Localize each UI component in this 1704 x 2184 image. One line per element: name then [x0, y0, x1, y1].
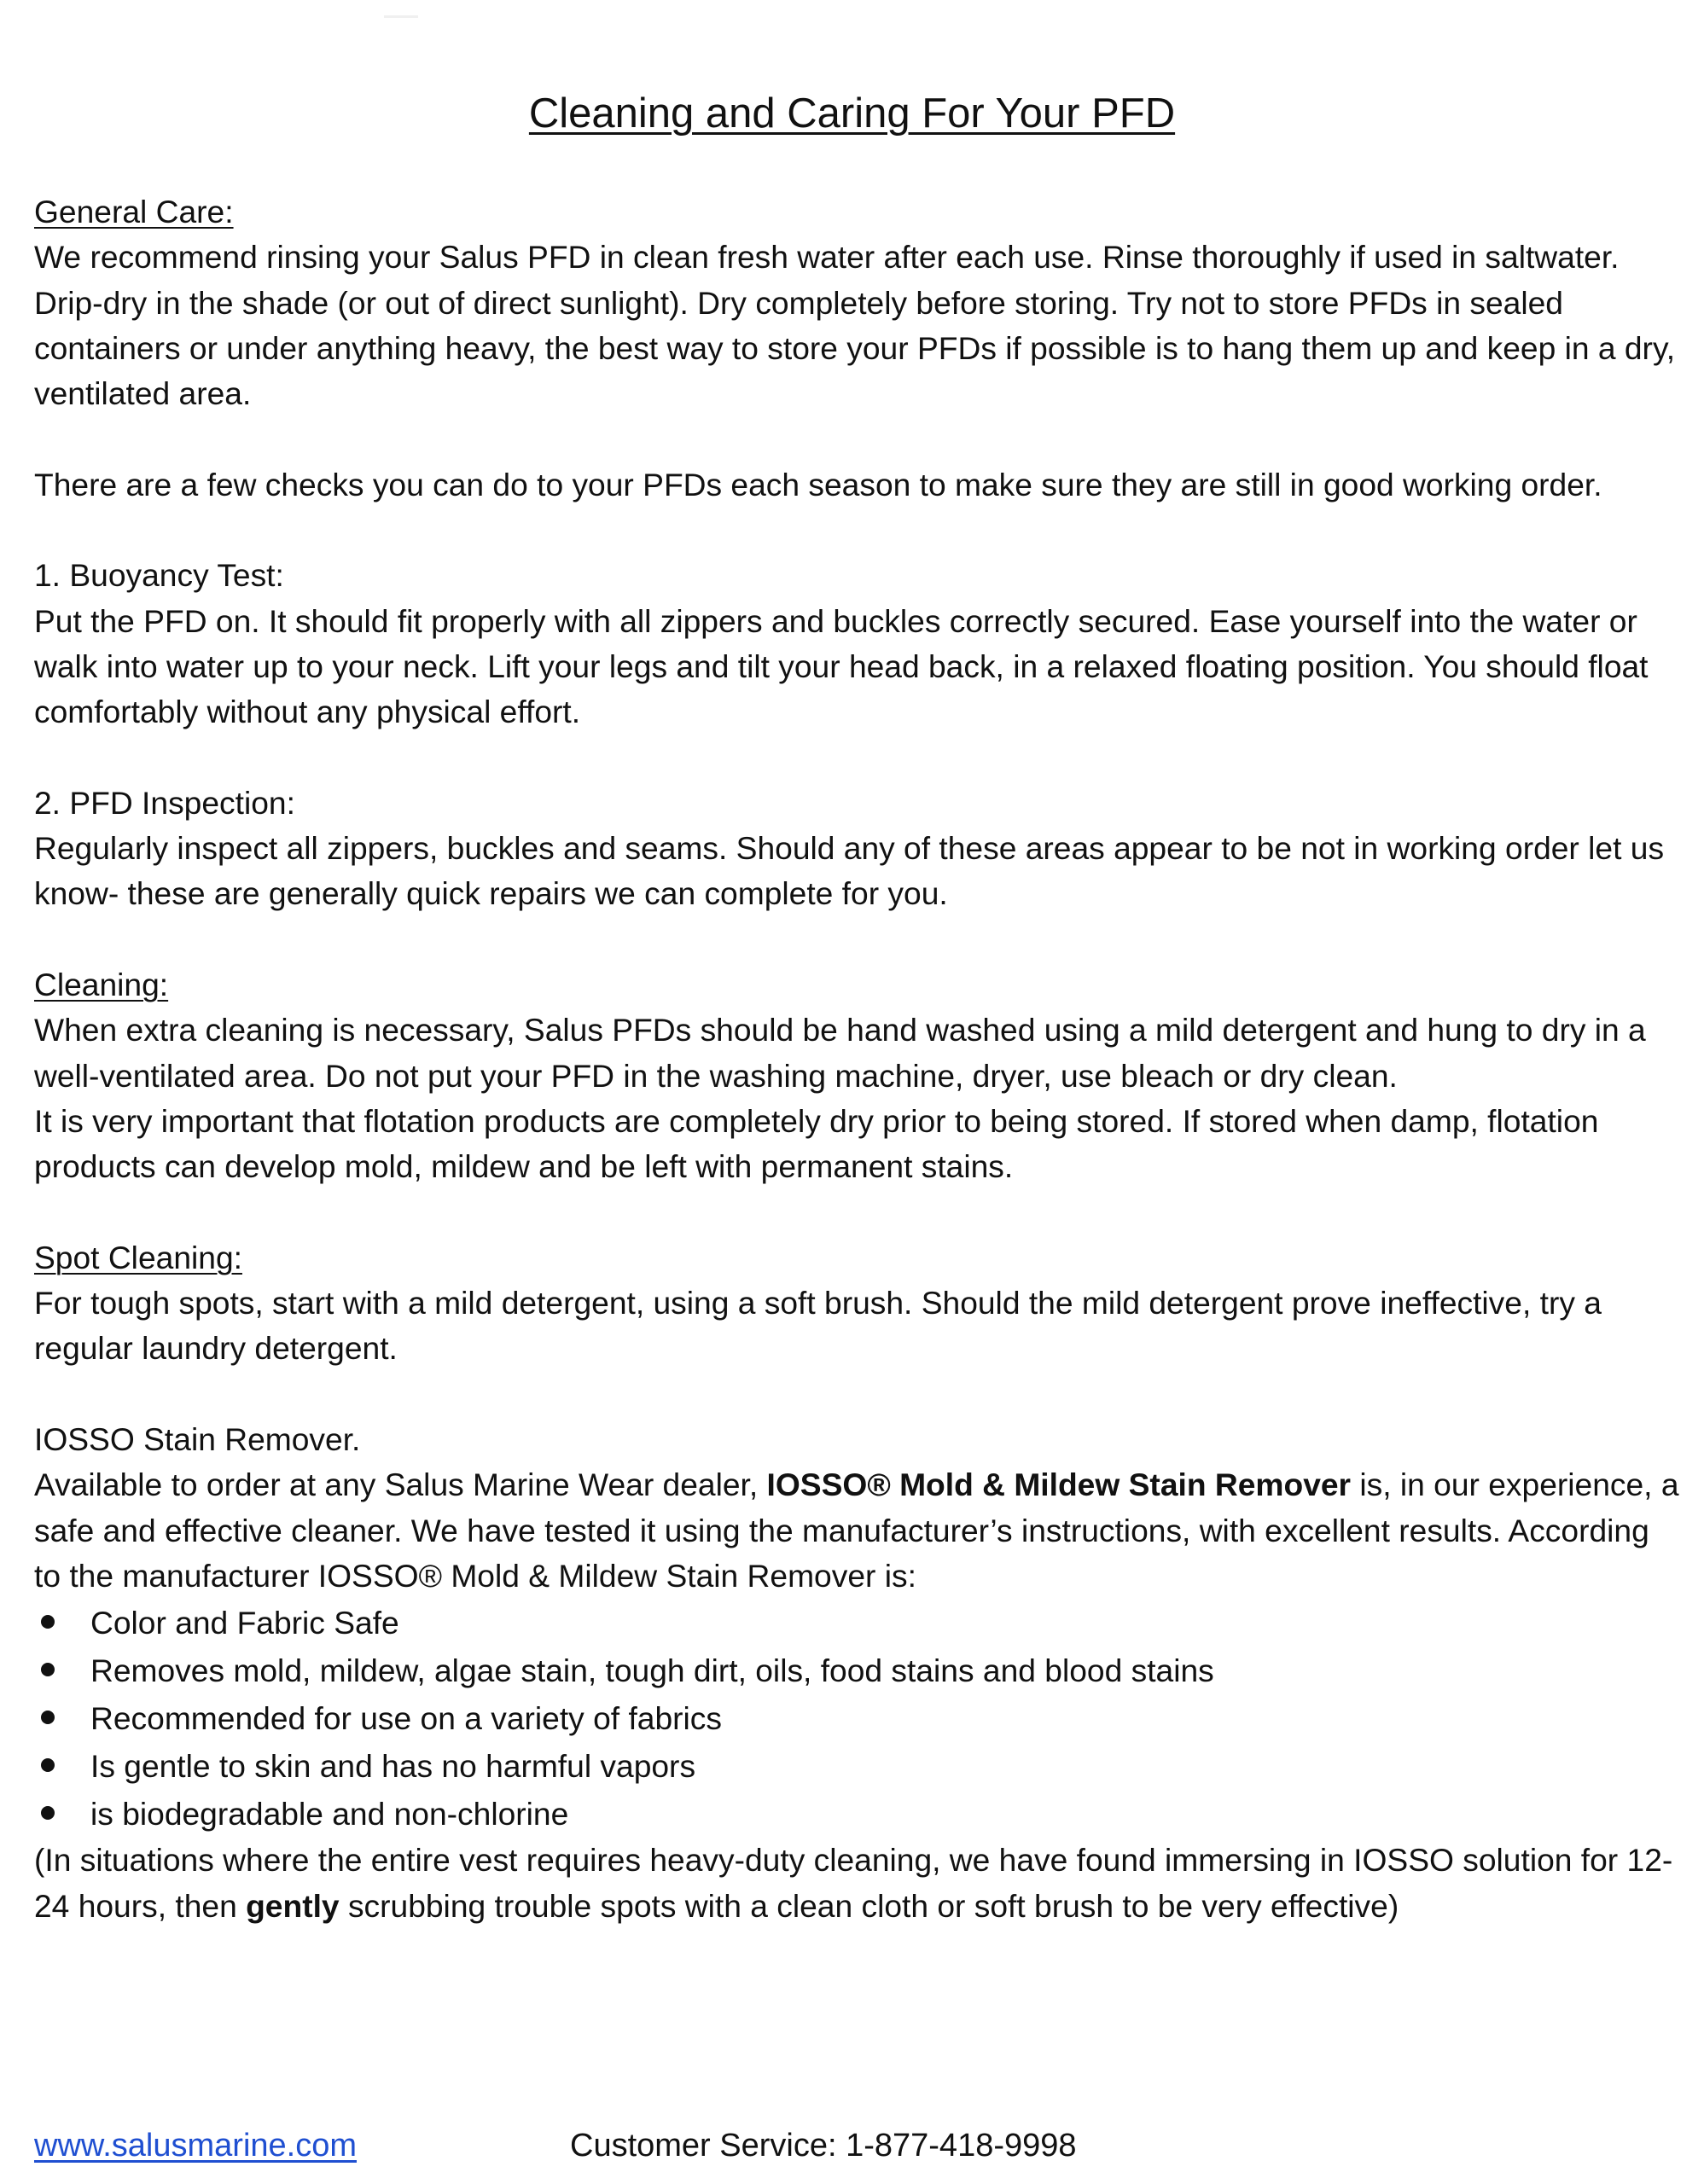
buoyancy-test-text: Put the PFD on. It should fit properly with all zippers and buckles correctly secured. Ease yourself into the water or walk into water up to your neck. Lift your legs and tilt your head back, in a relaxed floating position. You should float comfortably without any physical effort. — [34, 602, 1649, 730]
spacer — [34, 735, 1681, 781]
website-link[interactable]: www.salusmarine.com — [34, 2128, 357, 2164]
note-end: scrubbing trouble spots with a clean cloth or soft brush to be very effective) — [339, 1887, 1399, 1924]
bullet-icon — [41, 1663, 55, 1676]
iosso-intro-start: Available to order at any Salus Marine Wear dealer, — [34, 1467, 767, 1503]
list-item — [34, 1599, 1681, 1647]
iosso-features-list — [34, 1599, 1681, 1838]
pfd-inspection-text: Regularly inspect all zippers, buckles and seams. Should any of these areas appear to be not in working order let us know- these are generally quick repairs we can complete for you. — [34, 830, 1665, 912]
spot-cleaning-heading: Spot Cleaning: — [34, 1239, 242, 1275]
bullet-icon — [41, 1806, 55, 1820]
list-item-text: Removes mold, mildew, algae stain, tough dirt, oils, food stains and blood stains — [90, 1653, 1214, 1689]
buoyancy-test-title: 1. Buoyancy Test: — [34, 557, 284, 594]
note-emphasis: gently — [246, 1887, 340, 1924]
bullet-icon — [41, 1615, 55, 1629]
spacer — [34, 1190, 1681, 1235]
pfd-inspection-title: 2. PFD Inspection: — [34, 784, 295, 821]
document-title: Cleaning and Caring For Your PFD — [528, 90, 1176, 136]
list-item-text: Color and Fabric Safe — [90, 1605, 399, 1641]
cleaning-heading: Cleaning: — [34, 967, 169, 1003]
customer-service-phone: Customer Service: 1-877-418-9998 — [570, 2128, 1077, 2164]
list-item-text: Recommended for use on a variety of fabrics — [90, 1700, 722, 1737]
bullet-icon — [41, 1711, 55, 1724]
list-item — [34, 1742, 1681, 1790]
spacer — [34, 508, 1681, 553]
note-start: (In situations where the entire vest requires heavy-duty cleaning, we have found immersing in IOSSO solution for 12-24 hours, then — [34, 1842, 1673, 1924]
iosso-intro-end: is, in our experience, a safe and effective cleaner. We have tested it using the manufacturer’s instructions, with excellent results. According to the manufacturer IOSSO® Mold & Mildew Stain Remover is: — [34, 1467, 1679, 1594]
cleaning-text-2: It is very important that flotation products are completely dry prior to being stored. If stored when damp, flotation products can develop mold, mildew and be left with permanent stains. — [34, 1102, 1599, 1185]
iosso-intro — [34, 1462, 1681, 1599]
spacer — [34, 1372, 1681, 1417]
list-item — [34, 1790, 1681, 1838]
list-item-text: is biodegradable and non-chlorine — [90, 1796, 569, 1833]
spacer — [34, 917, 1681, 962]
general-care-paragraph: We recommend rinsing your Salus PFD in clean fresh water after each use. Rinse thoroughly if used in saltwater. Drip-dry in the shade (or out of direct sunlight). Dry completely before storing. Try not to store PFDs in sealed containers or under anything heavy, the best way to store your PFDs if possible is to hang them up and keep in a dry, ventilated area. — [34, 239, 1676, 412]
iosso-product-name: IOSSO® Mold & Mildew Stain Remover — [766, 1467, 1352, 1503]
general-care-heading: General Care: — [34, 194, 234, 229]
scan-mark — [384, 15, 418, 18]
bullet-icon — [41, 1758, 55, 1772]
iosso-title: IOSSO Stain Remover. — [34, 1421, 361, 1458]
cleaning-text-1: When extra cleaning is necessary, Salus PFDs should be hand washed using a mild detergent and hung to dry in a well-ventilated area. Do not put your PFD in the washing machine, dryer, use bleach or dry clean. — [34, 1012, 1646, 1094]
spot-cleaning-text: For tough spots, start with a mild detergent, using a soft brush. Should the mild detergent prove ineffective, try a regular laundry detergent. — [34, 1285, 1602, 1367]
list-item — [34, 1647, 1681, 1694]
list-item-text: Is gentle to skin and has no harmful vapors — [90, 1748, 696, 1785]
list-item — [34, 1694, 1681, 1742]
document-body — [34, 189, 1681, 1929]
spacer — [34, 416, 1681, 462]
heavy-duty-cleaning-note — [34, 1838, 1681, 1929]
season-checks-paragraph: There are a few checks you can do to your PFDs each season to make sure they are still in good working order. — [34, 466, 1602, 502]
